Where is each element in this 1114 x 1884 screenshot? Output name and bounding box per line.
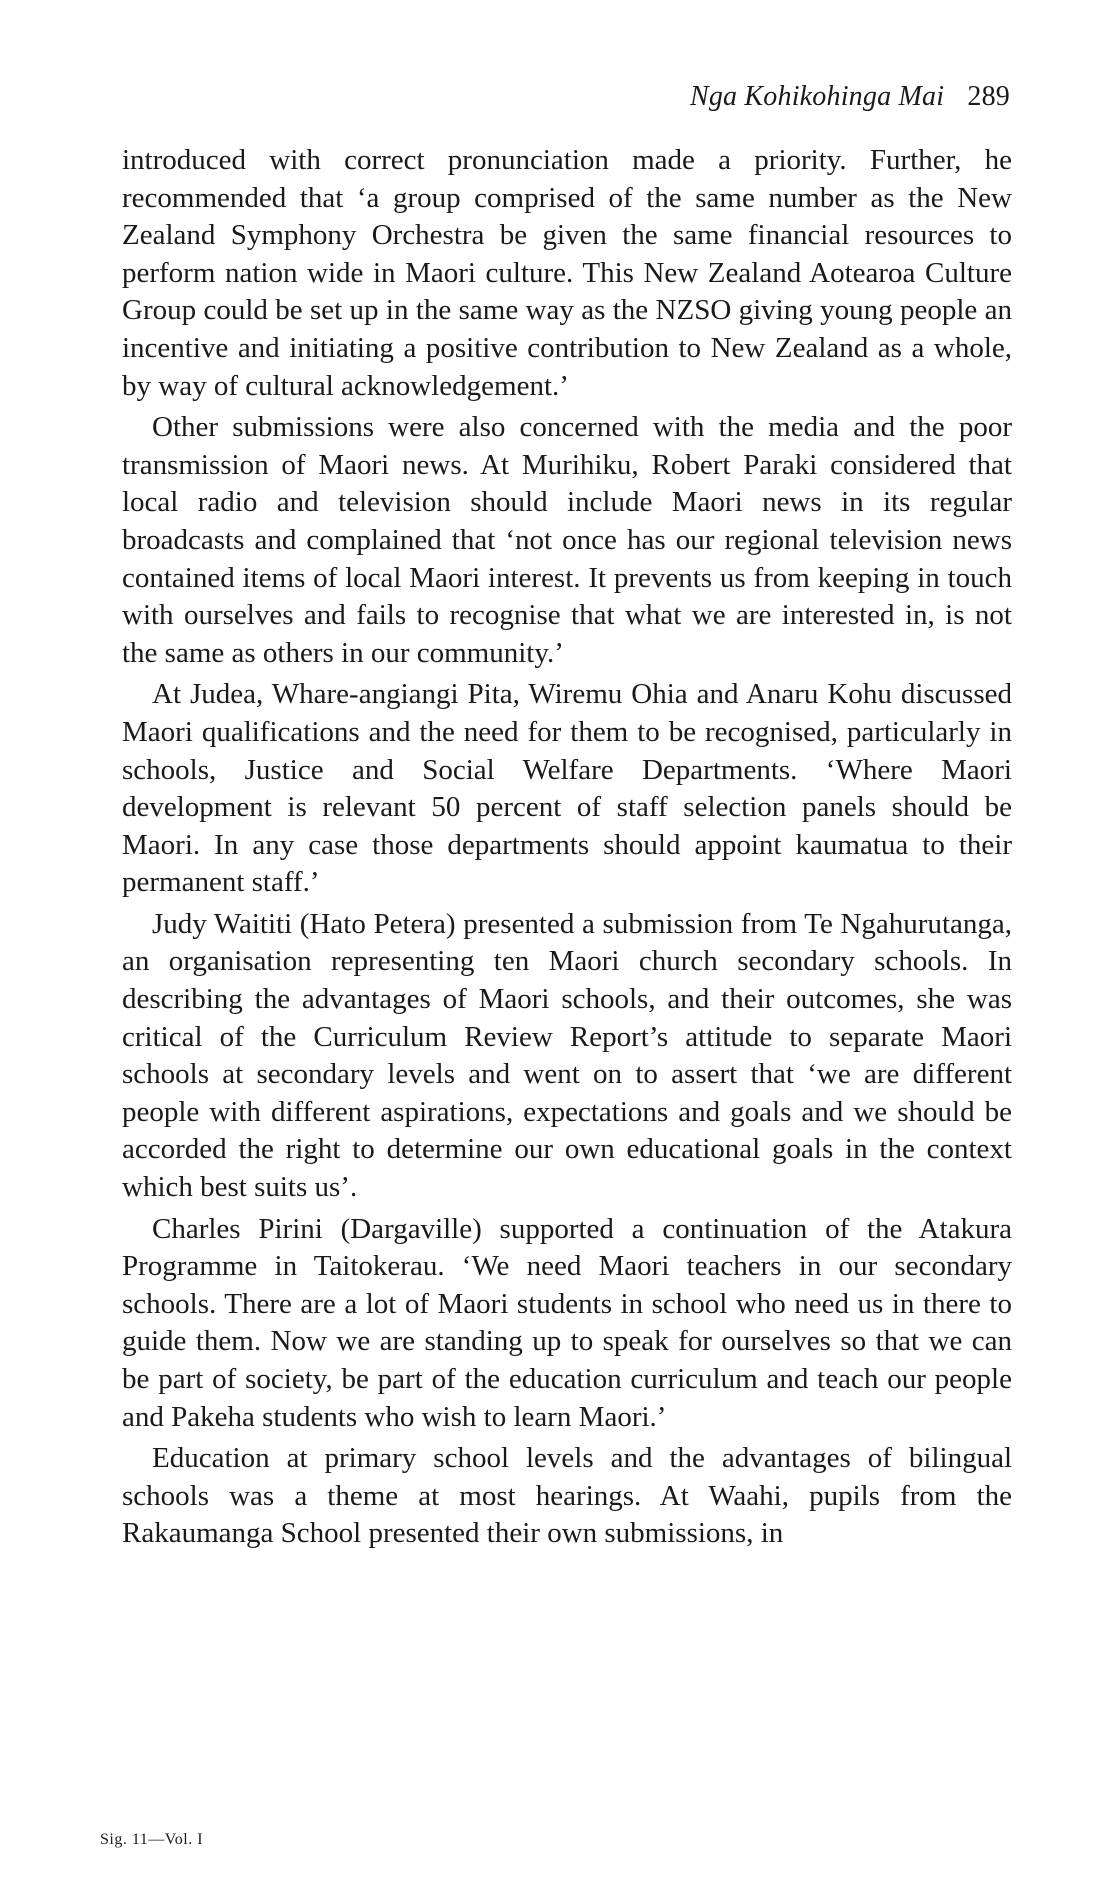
page-number: 289 xyxy=(967,81,1010,112)
paragraph-maori-schools: Judy Waititi (Hato Petera) presented a submission from Te Ngahurutanga, an organisation representing ten Maori church secondary schools. In describing the advantages of Maori schools, and their outcomes, she was critical of the Curriculum Review Report’s attitude to separate Maori schools at secondary levels and went on to assert that ‘we are different people with different aspirations, expectations and goals and we should be accorded the right to determine our own educational goals in the context which best suits us’. xyxy=(122,907,1012,1204)
body-text xyxy=(122,142,1012,1557)
paragraph-bilingual-schools: Education at primary school levels and the advantages of bilingual schools was a theme at most hearings. At Waahi, pupils from the Rakaumanga School presented their own submissions, in xyxy=(122,1442,1012,1550)
running-head-title: Nga Kohikohinga Mai xyxy=(689,81,945,112)
paragraph-atakura-programme: Charles Pirini (Dargaville) supported a continuation of the Atakura Programme in Taitokerau. ‘We need Maori teachers in our secondary schools. There are a lot of Maori students in school who need us in there to guide them. Now we are standing up to speak for ourselves so that we can be part of society, be part of the education curriculum and teach our people and Pakeha students who wish to learn Maori.’ xyxy=(122,1212,1012,1433)
running-head xyxy=(690,80,1010,114)
paragraph-continuation: introduced with correct pronunciation made a priority. Further, he recommended that ‘a group comprised of the same number as the New Zealand Symphony Orchestra be given the same financial resources to perform nation wide in Maori culture. This New Zealand Aotearoa Culture Group could be set up in the same way as the NZSO giving young people an incentive and initiating a positive contribution to New Zealand as a whole, by way of cultural acknowledgement.’ xyxy=(122,144,1012,402)
signature-mark: Sig. 11—Vol. I xyxy=(100,1831,204,1848)
paragraph-judea-qualifications: At Judea, Whare-angiangi Pita, Wiremu Ohia and Anaru Kohu discussed Maori qualifications and the need for them to be recognised, particularly in schools, Justice and Social Welfare Departments. ‘Where Maori development is relevant 50 percent of staff selection panels should be Maori. In any case those departments should appoint kaumatua to their permanent staff.’ xyxy=(122,678,1012,899)
paragraph-media-submissions: Other submissions were also concerned with the media and the poor transmission of Maori news. At Murihiku, Robert Paraki considered that local radio and television should include Maori news in its regular broadcasts and complained that ‘not once has our regional television news contained items of local Maori interest. It prevents us from keeping in touch with ourselves and fails to recognise that what we are interested in, is not the same as others in our community.’ xyxy=(122,411,1012,669)
